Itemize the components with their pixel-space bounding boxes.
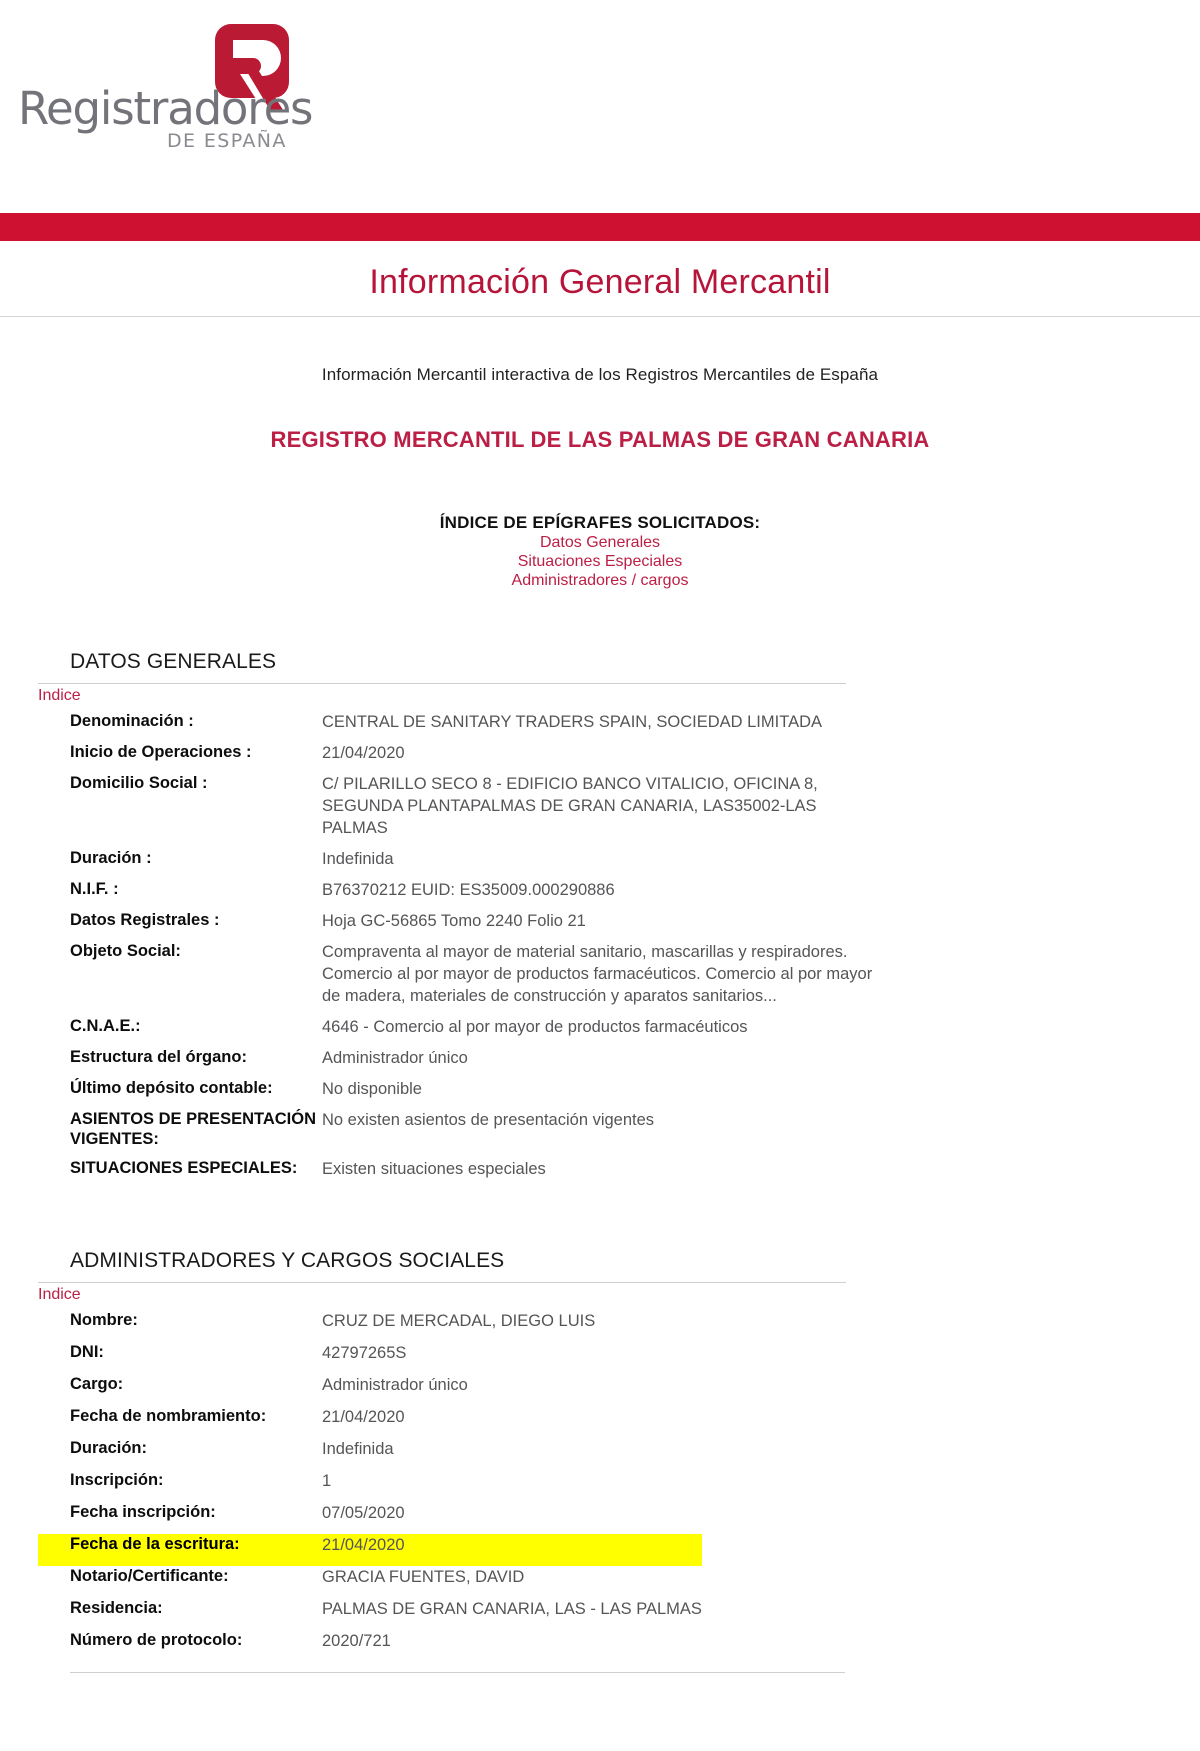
table-row (38, 1630, 702, 1662)
value-line: de madera, materiales de construcción y aparatos sanitarios... (322, 987, 777, 1005)
table-row (38, 1566, 702, 1598)
table-row-highlighted (38, 1534, 702, 1566)
table-row (38, 1310, 702, 1342)
section-title: ADMINISTRADORES Y CARGOS SOCIALES (70, 1249, 505, 1272)
field-value-fecha-escritura: 21/04/2020 (322, 1534, 702, 1566)
index-link-situaciones-especiales[interactable]: Situaciones Especiales (517, 553, 683, 570)
field-label-domicilio-social: Domicilio Social : (70, 774, 208, 792)
table-row (38, 1078, 872, 1109)
logo-subtitle: DE ESPAÑA (167, 130, 287, 152)
field-value-dni: 42797265S (322, 1344, 407, 1362)
table-row (38, 1406, 702, 1438)
field-label-inscripcion: Inscripción: (70, 1471, 164, 1489)
field-label-denominacion: Denominación : (70, 712, 194, 730)
field-label-numero-protocolo: Número de protocolo: (70, 1631, 243, 1649)
table-row (38, 1158, 872, 1189)
field-label-duracion-cargo: Duración: (70, 1439, 148, 1457)
intro-text: Información Mercantil interactiva de los Registros Mercantiles de España (321, 365, 879, 384)
field-value-domicilio-social (322, 773, 872, 848)
field-label-situaciones-especiales: SITUACIONES ESPECIALES: (70, 1159, 298, 1177)
value-line: SEGUNDA PLANTAPALMAS DE GRAN CANARIA, LAS35002-LAS (322, 797, 817, 815)
table-row (38, 1016, 872, 1047)
field-value-residencia: PALMAS DE GRAN CANARIA, LAS - LAS PALMAS (322, 1600, 702, 1618)
field-label-fecha-inscripcion: Fecha inscripción: (70, 1503, 216, 1521)
field-label-datos-registrales: Datos Registrales : (70, 911, 220, 929)
field-value-fecha-inscripcion: 07/05/2020 (322, 1504, 405, 1522)
field-label-fecha-escritura: Fecha de la escritura: (38, 1534, 322, 1566)
document-body (0, 365, 1200, 1673)
field-label-residencia: Residencia: (70, 1599, 163, 1617)
back-to-index-link[interactable]: Indice (38, 687, 81, 704)
field-label-ultimo-deposito: Último depósito contable: (70, 1079, 273, 1097)
field-value-nif: B76370212 EUID: ES35009.000290886 (322, 881, 615, 899)
table-row (38, 742, 872, 773)
field-label-estructura-organo: Estructura del órgano: (70, 1048, 247, 1066)
datos-generales-fields (38, 711, 872, 1189)
table-row (38, 910, 872, 941)
field-label-dni: DNI: (70, 1343, 104, 1361)
field-value-duracion: Indefinida (322, 850, 394, 868)
title-divider (0, 316, 1200, 317)
field-label-nombre: Nombre: (70, 1311, 138, 1329)
table-row (38, 879, 872, 910)
field-label-cargo: Cargo: (70, 1375, 124, 1393)
index-link-datos-generales[interactable]: Datos Generales (539, 534, 661, 551)
registry-name: REGISTRO MERCANTIL DE LAS PALMAS DE GRAN CANARIA (270, 427, 930, 452)
value-line: Comercio al por mayor de productos farmacéuticos. Comercio al por mayor (322, 965, 873, 983)
value-line: Compraventa al mayor de material sanitario, mascarillas y respiradores. (322, 943, 848, 961)
back-to-index-link[interactable]: Indice (38, 1286, 81, 1303)
field-label-duracion: Duración : (70, 849, 152, 867)
section-bottom-divider (70, 1672, 845, 1673)
administradores-fields (38, 1310, 702, 1662)
index-heading: ÍNDICE DE EPÍGRAFES SOLICITADOS: (439, 513, 761, 532)
table-row (38, 773, 872, 848)
field-label-objeto-social: Objeto Social: (70, 942, 181, 960)
value-line: PALMAS (322, 819, 388, 837)
field-value-fecha-nombramiento: 21/04/2020 (322, 1408, 405, 1426)
section-divider (38, 683, 846, 684)
field-value-nombre: CRUZ DE MERCADAL, DIEGO LUIS (322, 1312, 596, 1330)
field-value-ultimo-deposito: No disponible (322, 1080, 422, 1098)
field-value-datos-registrales: Hoja GC-56865 Tomo 2240 Folio 21 (322, 912, 586, 930)
field-value-estructura-organo: Administrador único (322, 1049, 468, 1067)
table-row (38, 1109, 872, 1158)
field-value-cargo: Administrador único (322, 1376, 468, 1394)
field-value-inscripcion: 1 (322, 1472, 332, 1490)
field-value-inicio-operaciones: 21/04/2020 (322, 744, 405, 762)
field-value-objeto-social (322, 941, 872, 1016)
table-row (38, 1502, 702, 1534)
brand-accent-band (0, 213, 1200, 241)
section-administradores-cargos (0, 1249, 1200, 1673)
table-row (38, 711, 872, 742)
field-label-asientos-presentacion: ASIENTOS DE PRESENTACIÓN VIGENTES: (70, 1110, 317, 1148)
registradores-logo (10, 12, 340, 152)
table-row (38, 1342, 702, 1374)
section-datos-generales (0, 650, 1200, 1189)
requested-index-block (0, 513, 1200, 590)
field-value-notario-certificante: GRACIA FUENTES, DAVID (322, 1568, 525, 1586)
page-title: Información General Mercantil (369, 263, 831, 301)
table-row (38, 1047, 872, 1078)
section-title: DATOS GENERALES (70, 650, 277, 673)
field-label-fecha-nombramiento: Fecha de nombramiento: (70, 1407, 267, 1425)
table-row (38, 1598, 702, 1630)
logo-wordmark: Registradores (18, 82, 313, 135)
table-row (38, 848, 872, 879)
field-value-cnae: 4646 - Comercio al por mayor de productos farmacéuticos (322, 1018, 748, 1036)
field-value-situaciones-especiales: Existen situaciones especiales (322, 1160, 546, 1178)
table-row (38, 1438, 702, 1470)
index-link-administradores-cargos[interactable]: Administradores / cargos (511, 572, 689, 589)
field-value-asientos-presentacion: No existen asientos de presentación vigentes (322, 1111, 655, 1129)
field-label-nif: N.I.F. : (70, 880, 119, 898)
field-label-cnae: C.N.A.E.: (70, 1017, 141, 1035)
section-divider (38, 1282, 846, 1283)
field-value-numero-protocolo: 2020/721 (322, 1632, 391, 1650)
field-value-duracion-cargo: Indefinida (322, 1440, 394, 1458)
field-value-denominacion: CENTRAL DE SANITARY TRADERS SPAIN, SOCIEDAD LIMITADA (322, 713, 822, 731)
field-label-inicio-operaciones: Inicio de Operaciones : (70, 743, 252, 761)
field-label-notario-certificante: Notario/Certificante: (70, 1567, 229, 1585)
table-row (38, 1470, 702, 1502)
masthead (0, 0, 1200, 213)
table-row (38, 941, 872, 1016)
table-row (38, 1374, 702, 1406)
value-line: C/ PILARILLO SECO 8 - EDIFICIO BANCO VITALICIO, OFICINA 8, (322, 775, 818, 793)
